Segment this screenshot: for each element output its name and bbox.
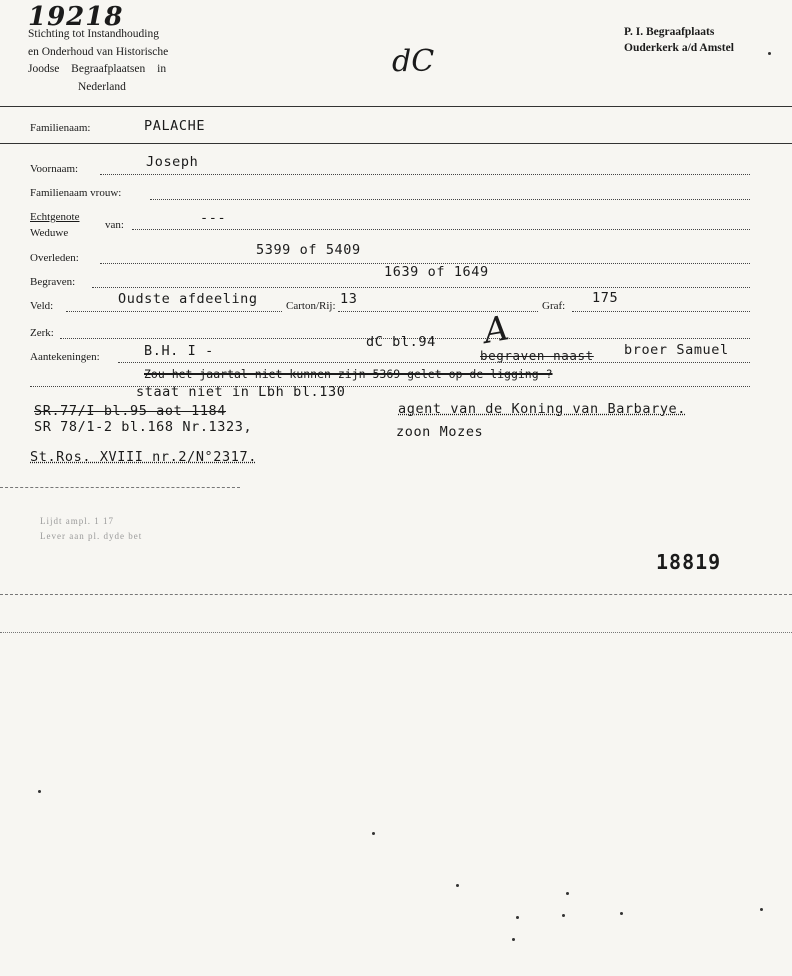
van-label: van: [105,219,124,231]
noise-line [0,594,792,595]
begraven-dots [92,287,750,288]
familienaam-label: Familienaam: [30,122,91,134]
note-begraven-naast: begraven naast [480,348,594,363]
organization-block [28,26,168,96]
ink-speck [760,908,763,911]
begraven-value: 1639 of 1649 [384,264,489,280]
ink-speck [38,790,41,793]
note-agent: agent van de Koning van Barbarye. [398,401,687,417]
note-sr77: SR.77/I bl.95 aot 1184 [34,403,227,419]
veld-dots [66,311,282,312]
note-struck-line: Zou het jaartal niet kunnen zijn 5369 gelet op de ligging ? [144,367,553,381]
echtgenote-label: Echtgenote [30,211,80,223]
begraven-label: Begraven: [30,276,76,288]
van-dots [132,229,750,230]
ink-speck [768,52,771,55]
familienaam-vrouw-dots [150,199,750,200]
voornaam-label: Voornaam: [30,163,79,175]
note-staat-niet: staat niet in Lbh bl.130 [136,384,346,400]
ink-speck [512,938,515,941]
note-broer: broer Samuel [624,342,729,358]
zerk-label: Zerk: [30,327,54,339]
graf-value: 175 [592,290,619,306]
note-dc-ref: dC bl.94 [366,334,436,350]
name-rule [0,143,792,144]
familienaam-vrouw-label: Familienaam vrouw: [30,187,122,199]
weduwe-label: Weduwe [30,227,69,239]
ink-speck [562,914,565,917]
veld-value: Oudste afdeeling [118,291,258,307]
graf-dots [572,311,750,312]
stamp-number: 18819 [656,550,722,574]
stamp-letter-a: A [480,308,512,352]
overleden-label: Overleden: [30,252,79,264]
cemetery-block [624,24,734,56]
veld-label: Veld: [30,300,54,312]
org-line: Stichting tot Instandhouding [28,28,159,40]
lower-dashed-rule [0,487,240,488]
van-value: --- [200,210,227,226]
note-zoon: zoon Mozes [396,424,484,440]
file-number: 19218 [28,2,124,32]
top-rule [0,106,792,107]
carton-label: Carton/Rij: [286,300,336,312]
ink-speck [620,912,623,915]
ink-speck [456,884,459,887]
org-line: Nederland [78,80,126,93]
note-bh: B.H. I - [144,343,214,359]
carton-dots [338,311,538,312]
org-line: Joodse Begraafplaatsen in [28,63,167,75]
familienaam-value: PALACHE [144,118,206,134]
cemetery-line1: P. I. Begraafplaats [624,26,715,38]
center-mark-text: dC [392,44,435,79]
carton-value: 13 [340,291,358,307]
overleden-value: 5399 of 5409 [256,242,361,258]
ink-speck [372,832,375,835]
aantekeningen-dots [118,362,750,363]
graf-label: Graf: [542,300,566,312]
ink-speck [566,892,569,895]
noise-line [0,632,792,633]
faint-left-1: Lijdt ampl. 1 17 [40,516,114,526]
voornaam-dots [100,174,750,175]
note-sr78: SR 78/1-2 bl.168 Nr.1323, [34,419,253,435]
aantekeningen-label: Aantekeningen: [30,351,100,363]
faint-left-2: Lever aan pl. dyde bet [40,531,143,541]
note-st-ros: St.Ros. XVIII nr.2/N°2317. [30,449,257,465]
voornaam-value: Joseph [146,154,199,170]
ink-speck [516,916,519,919]
center-handwritten-mark [392,44,434,79]
cemetery-line2: Ouderkerk a/d Amstel [624,42,734,54]
org-line: en Onderhoud van Historische [28,45,169,58]
